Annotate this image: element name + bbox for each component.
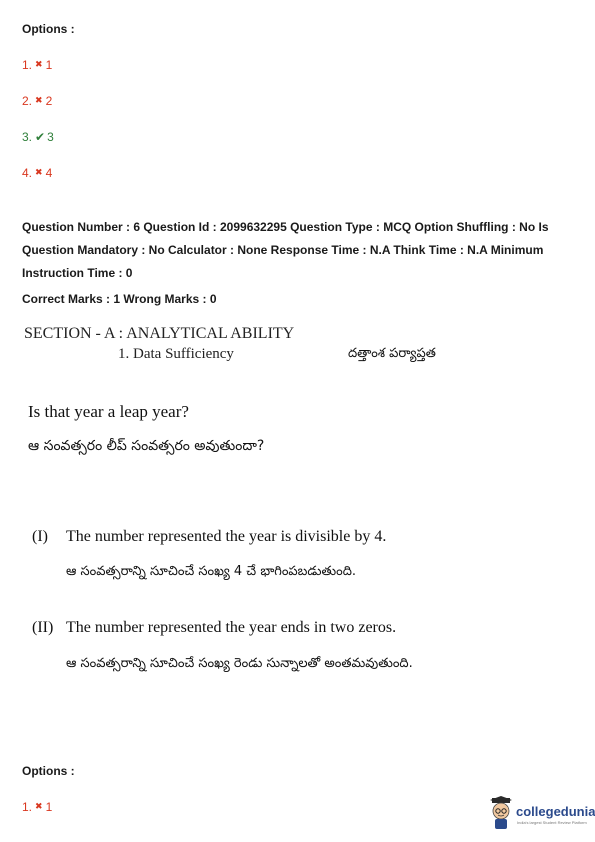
options-header-bottom: Options : xyxy=(22,764,75,778)
cross-mark-icon: ✖ xyxy=(35,801,43,811)
section-subtitle: 1. Data Sufficiency xyxy=(118,346,234,362)
mascot-icon xyxy=(488,796,514,830)
cross-mark-icon: ✖ xyxy=(35,95,43,105)
logo-tagline: India's largest Student Review Platform xyxy=(517,820,587,825)
option-value: 4 xyxy=(45,166,53,180)
option-number: 2. xyxy=(22,94,33,108)
question-marks: Correct Marks : 1 Wrong Marks : 0 xyxy=(22,292,217,306)
section-title: SECTION - A : ANALYTICAL ABILITY xyxy=(24,325,295,342)
option-item-1 xyxy=(22,58,52,72)
section-subtitle-telugu: దత్తాంశ పర్యాప్తత xyxy=(348,346,436,361)
option-value: 1 xyxy=(45,800,53,814)
statement-1-label: (I) xyxy=(32,528,48,545)
statement-2-english: The number represented the year ends in two zeros. xyxy=(66,619,397,636)
cross-mark-icon: ✖ xyxy=(35,59,43,69)
option-number: 1. xyxy=(22,58,33,72)
option-value: 3 xyxy=(47,130,54,144)
question-meta-line-2: Question Mandatory : No Calculator : None Response Time : N.A Think Time : N.A Minimum xyxy=(22,243,544,257)
question-meta-line-1: Question Number : 6 Question Id : 2099632295 Question Type : MCQ Option Shuffling : No Is xyxy=(22,220,549,234)
option-item-3 xyxy=(22,130,54,144)
option-number: 4. xyxy=(22,166,33,180)
statement-2-label: (II) xyxy=(32,619,54,636)
option-number: 3. xyxy=(22,130,33,144)
logo-name: collegedunia xyxy=(516,804,595,819)
option-item-1-bottom xyxy=(22,800,52,814)
option-number: 1. xyxy=(22,800,33,814)
options-header-top: Options : xyxy=(22,22,75,36)
statement-1-telugu: ఆ సంవత్సరాన్ని సూచించే సంఖ్య 4 చే భాగింపబడుతుంది. xyxy=(66,564,357,579)
option-item-2 xyxy=(22,94,52,108)
check-mark-icon: ✔ xyxy=(35,130,46,144)
collegedunia-logo xyxy=(488,796,595,832)
cross-mark-icon: ✖ xyxy=(35,167,43,177)
statement-2-telugu: ఆ సంవత్సరాన్ని సూచించే సంఖ్య రెండు సున్నాలతో అంతమవుతుంది. xyxy=(66,656,413,671)
option-value: 1 xyxy=(45,58,53,72)
option-item-4 xyxy=(22,166,52,180)
option-value: 2 xyxy=(45,94,53,108)
question-meta-line-3: Instruction Time : 0 xyxy=(22,266,133,280)
question-english: Is that year a leap year? xyxy=(28,402,189,421)
statement-1-english: The number represented the year is divisible by 4. xyxy=(66,528,387,545)
question-telugu: ఆ సంవత్సరం లీప్ సంవత్సరం అవుతుందా? xyxy=(28,438,265,454)
